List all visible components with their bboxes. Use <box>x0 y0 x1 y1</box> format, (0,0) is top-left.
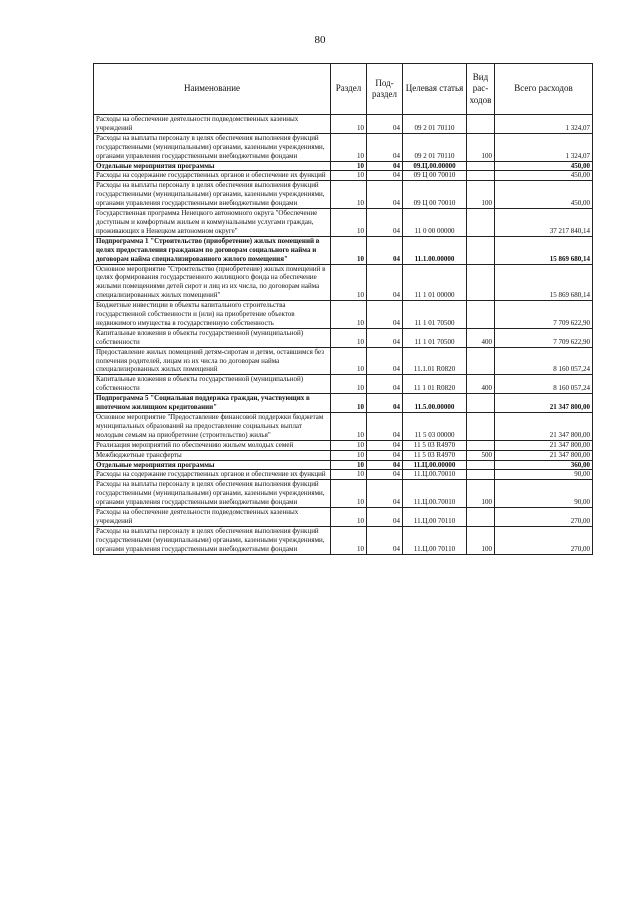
section-cell: 10 <box>331 470 367 480</box>
total-cell: 450,00 <box>495 181 593 209</box>
expense-type-cell <box>467 209 495 237</box>
table-row <box>94 413 593 441</box>
subsection-cell: 04 <box>367 450 403 460</box>
table-body <box>94 115 593 555</box>
expense-type-cell: 100 <box>467 526 495 554</box>
header-name: Наименование <box>94 64 331 115</box>
subsection-cell: 04 <box>367 181 403 209</box>
subsection-cell: 04 <box>367 526 403 554</box>
name-cell: Расходы на содержание государственных органов и обеспечение их функций <box>94 171 331 181</box>
name-cell: Расходы на выплаты персоналу в целях обеспечения выполнения функций государственными (муниципальными) органами, казенными учреждениями, органами управления государственными внебюджетными фондами <box>94 526 331 554</box>
table-row <box>94 328 593 347</box>
subsection-cell: 04 <box>367 115 403 134</box>
name-cell: Расходы на содержание государственных органов и обеспечение их функций <box>94 470 331 480</box>
table-row <box>94 394 593 413</box>
total-cell: 1 324,07 <box>495 133 593 161</box>
name-cell: Расходы на обеспечение деятельности подведомственных казенных учреждений <box>94 115 331 134</box>
total-cell: 15 869 680,14 <box>495 264 593 301</box>
name-cell: Расходы на обеспечение деятельности подведомственных казенных учреждений <box>94 508 331 527</box>
section-cell: 10 <box>331 209 367 237</box>
section-cell: 10 <box>331 133 367 161</box>
section-cell: 10 <box>331 171 367 181</box>
subsection-cell: 04 <box>367 394 403 413</box>
total-cell: 21 347 800,00 <box>495 450 593 460</box>
table-row <box>94 450 593 460</box>
name-cell: Государственная программа Ненецкого автономного округа "Обеспечение доступным и комфортным жильем и коммунальными услугами граждан, проживающих в Ненецком автономном округе" <box>94 209 331 237</box>
table-row <box>94 460 593 470</box>
target-cell: 09 Ц 00 70010 <box>403 181 467 209</box>
table-row <box>94 347 593 375</box>
section-cell: 10 <box>331 181 367 209</box>
section-cell: 10 <box>331 301 367 329</box>
name-cell: Основное мероприятие "Строительство (приобретение) жилых помещений в целях формирования государственного жилищного фонда на обеспечение жилыми помещениями детей сирот и лиц из их числа, по договорам найма специализированных жилых помещений" <box>94 264 331 301</box>
table-row <box>94 480 593 508</box>
total-cell: 8 160 057,24 <box>495 347 593 375</box>
target-cell: 11.1.00.00000 <box>403 236 467 264</box>
section-cell: 10 <box>331 115 367 134</box>
target-cell: 09.Ц.00.00000 <box>403 161 467 171</box>
subsection-cell: 04 <box>367 375 403 394</box>
expense-type-cell <box>467 413 495 441</box>
total-cell: 450,00 <box>495 171 593 181</box>
target-cell: 11.Ц.00.70010 <box>403 470 467 480</box>
subsection-cell: 04 <box>367 171 403 181</box>
expense-type-cell: 400 <box>467 375 495 394</box>
subsection-cell: 04 <box>367 209 403 237</box>
subsection-cell: 04 <box>367 328 403 347</box>
total-cell: 21 347 800,00 <box>495 440 593 450</box>
name-cell: Подпрограмма 1 "Строительство (приобретение) жилых помещений в целях предоставления гражданам по договорам социального найма и договорам найма специализированного жилого помещения" <box>94 236 331 264</box>
total-cell: 7 709 622,90 <box>495 328 593 347</box>
total-cell: 21 347 800,00 <box>495 394 593 413</box>
section-cell: 10 <box>331 460 367 470</box>
target-cell: 11.5.00.00000 <box>403 394 467 413</box>
name-cell: Расходы на выплаты персоналу в целях обеспечения выполнения функций государственными (муниципальными) органами, казенными учреждениями, органами управления государственными внебюджетными фондами <box>94 480 331 508</box>
expense-type-cell: 100 <box>467 480 495 508</box>
table-row <box>94 301 593 329</box>
expense-type-cell <box>467 301 495 329</box>
table-row <box>94 236 593 264</box>
table-row <box>94 508 593 527</box>
total-cell: 7 709 622,90 <box>495 301 593 329</box>
table-row <box>94 181 593 209</box>
target-cell: 09 Ц 00 70010 <box>403 171 467 181</box>
name-cell: Расходы на выплаты персоналу в целях обеспечения выполнения функций государственными (муниципальными) органами, казенными учреждениями, органами управления государственными внебюджетными фондами <box>94 181 331 209</box>
total-cell: 270,00 <box>495 526 593 554</box>
target-cell: 11 1 01 70500 <box>403 328 467 347</box>
subsection-cell: 04 <box>367 413 403 441</box>
expense-type-cell <box>467 264 495 301</box>
section-cell: 10 <box>331 480 367 508</box>
expense-type-cell <box>467 508 495 527</box>
section-cell: 10 <box>331 526 367 554</box>
target-cell: 11 5 03 R4970 <box>403 440 467 450</box>
section-cell: 10 <box>331 440 367 450</box>
section-cell: 10 <box>331 264 367 301</box>
expense-type-cell <box>467 394 495 413</box>
name-cell: Подпрограмма 5 "Социальная поддержка граждан, участвующих в ипотечном жилищном кредитовании" <box>94 394 331 413</box>
subsection-cell: 04 <box>367 460 403 470</box>
expense-type-cell <box>467 460 495 470</box>
name-cell: Основное мероприятие "Предоставление финансовой поддержки бюджетам муниципальных образований на предоставление социальных выплат молодым семьям на приобретение (строительство) жилья" <box>94 413 331 441</box>
header-total: Всего расходов <box>495 64 593 115</box>
name-cell: Капитальные вложения в объекты государственной (муниципальной) собственности <box>94 375 331 394</box>
target-cell: 11 1 01 00000 <box>403 264 467 301</box>
expense-type-cell <box>467 236 495 264</box>
expense-type-cell: 100 <box>467 133 495 161</box>
name-cell: Отдельные мероприятия программы <box>94 161 331 171</box>
table-row <box>94 375 593 394</box>
budget-table <box>93 63 593 555</box>
subsection-cell: 04 <box>367 480 403 508</box>
target-cell: 11.Ц.00 70110 <box>403 526 467 554</box>
name-cell: Капитальные вложения в объекты государственной (муниципальной) собственности <box>94 328 331 347</box>
section-cell: 10 <box>331 375 367 394</box>
total-cell: 90,00 <box>495 480 593 508</box>
subsection-cell: 04 <box>367 133 403 161</box>
header-expense-type: Вид рас-ходов <box>467 64 495 115</box>
expense-type-cell: 100 <box>467 181 495 209</box>
table-row <box>94 526 593 554</box>
subsection-cell: 04 <box>367 264 403 301</box>
table-row <box>94 171 593 181</box>
target-cell: 09 2 01 70110 <box>403 115 467 134</box>
section-cell: 10 <box>331 328 367 347</box>
expense-type-cell <box>467 161 495 171</box>
name-cell: Реализация мероприятий по обеспечению жильем молодых семей <box>94 440 331 450</box>
total-cell: 1 324,07 <box>495 115 593 134</box>
subsection-cell: 04 <box>367 440 403 450</box>
target-cell: 11.Ц.00.00000 <box>403 460 467 470</box>
expense-type-cell <box>467 171 495 181</box>
total-cell: 90,00 <box>495 470 593 480</box>
total-cell: 37 217 840,14 <box>495 209 593 237</box>
table-row <box>94 264 593 301</box>
subsection-cell: 04 <box>367 236 403 264</box>
total-cell: 450,00 <box>495 161 593 171</box>
target-cell: 11 1 01 70500 <box>403 301 467 329</box>
expense-type-cell <box>467 470 495 480</box>
section-cell: 10 <box>331 161 367 171</box>
section-cell: 10 <box>331 394 367 413</box>
header-row <box>94 64 593 115</box>
total-cell: 360,00 <box>495 460 593 470</box>
table-row <box>94 440 593 450</box>
target-cell: 11 0 00 00000 <box>403 209 467 237</box>
name-cell: Предоставление жилых помещений детям-сиротам и детям, оставшимся без попечения родителей, лицам из их числа по договорам найма специализированных жилых помещений <box>94 347 331 375</box>
target-cell: 09 2 01 70110 <box>403 133 467 161</box>
subsection-cell: 04 <box>367 301 403 329</box>
section-cell: 10 <box>331 508 367 527</box>
table-row <box>94 470 593 480</box>
table-row <box>94 209 593 237</box>
header-section: Раздел <box>331 64 367 115</box>
expense-type-cell: 500 <box>467 450 495 460</box>
total-cell: 8 160 057,24 <box>495 375 593 394</box>
target-cell: 11 5 03 R4970 <box>403 450 467 460</box>
section-cell: 10 <box>331 450 367 460</box>
total-cell: 21 347 800,00 <box>495 413 593 441</box>
table-row <box>94 115 593 134</box>
section-cell: 10 <box>331 347 367 375</box>
expense-type-cell <box>467 440 495 450</box>
target-cell: 11 1 01 R0820 <box>403 375 467 394</box>
name-cell: Межбюджетные трансферты <box>94 450 331 460</box>
section-cell: 10 <box>331 236 367 264</box>
table-row <box>94 161 593 171</box>
total-cell: 15 869 680,14 <box>495 236 593 264</box>
name-cell: Бюджетные инвестиции в объекты капитального строительства государственной собственности и (или) на приобретение объектов недвижимого имущества в государственную собственность <box>94 301 331 329</box>
total-cell: 270,00 <box>495 508 593 527</box>
expense-type-cell <box>467 115 495 134</box>
subsection-cell: 04 <box>367 508 403 527</box>
subsection-cell: 04 <box>367 347 403 375</box>
table-row <box>94 133 593 161</box>
target-cell: 11.1.01 R0820 <box>403 347 467 375</box>
name-cell: Расходы на выплаты персоналу в целях обеспечения выполнения функций государственными (муниципальными) органами, казенными учреждениями, органами управления государственными внебюджетными фондами <box>94 133 331 161</box>
header-subsection: Под-раздел <box>367 64 403 115</box>
target-cell: 11.Ц.00.70010 <box>403 480 467 508</box>
subsection-cell: 04 <box>367 470 403 480</box>
page-number: 80 <box>314 34 326 46</box>
expense-type-cell: 400 <box>467 328 495 347</box>
subsection-cell: 04 <box>367 161 403 171</box>
section-cell: 10 <box>331 413 367 441</box>
target-cell: 11 5 03 00000 <box>403 413 467 441</box>
header-target: Целевая статья <box>403 64 467 115</box>
target-cell: 11.Ц.00 70110 <box>403 508 467 527</box>
expense-type-cell <box>467 347 495 375</box>
name-cell: Отдельные мероприятия программы <box>94 460 331 470</box>
